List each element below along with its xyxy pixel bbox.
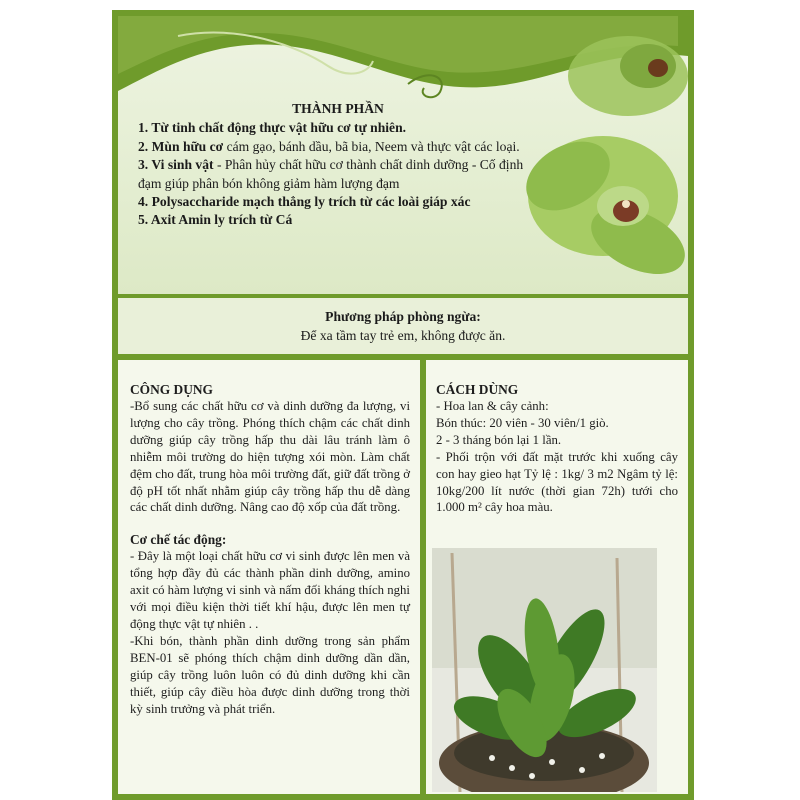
ingredients-panel [118,16,688,294]
prevention-title: Phương pháp phòng ngừa: [325,309,481,324]
orchid-plant-photo [432,548,657,792]
prevention-box [118,298,688,354]
usage-line: - Hoa lan & cây cảnh: [436,399,549,413]
uses-text: -Bổ sung các chất hữu cơ và dinh dưỡng đa lượng, vi lượng cho cây trồng. Phóng thích chậm các chất dinh dưỡng giúp cây trồng hấp thu dài lâu tránh làm ô nhiễm môi trường do hiện tượng xói mòn. Làm chất đệm cho đất, trung hòa môi trường đất, giữ đất trồng ở độ pH tốt nhất nhằm giúp cây trồng hấp thu dễ dàng các chất dinh dưỡng. Nâng cao độ xốp của đất trồng. [130,399,410,515]
ingredient-item: 3. Vi sinh vật - Phân hủy chất hữu cơ thành chất dinh dưỡng - Cố định đạm giúp phân bón không giảm hàm lượng đạm [138,157,524,191]
mechanism-paragraph: -Khi bón, thành phần dinh dưỡng trong sản phẩm BEN-01 sẽ phóng thích chậm dinh dưỡng dần dần, giúp cây trồng luôn luôn có đủ dinh dưỡng khi cần thiết, giúp cây điều hòa được dinh dưỡng trong thời kỳ sinh trưởng và phát triển. [130,633,410,716]
prevention-text: Để xa tầm tay trẻ em, không được ăn. [300,328,506,343]
usage-line: Bón thúc: 20 viên - 30 viên/1 giò. [436,415,609,430]
ingredient-item: 4. Polysaccharide mạch thẳng ly trích từ các loài giáp xác [138,194,471,210]
usage-title: CÁCH DÙNG [436,382,519,397]
uses-column [118,360,420,794]
ingredients-title: THÀNH PHẦN [292,101,384,116]
mechanism-section [130,532,410,717]
ingredient-item: 1. Từ tinh chất động thực vật hữu cơ tự nhiên. [138,120,407,136]
usage-line: - Phối trộn với đất mặt trước khi xuống cây con hay gieo hạt Tỷ lệ : 1kg/ 3 m2 Ngâm tỷ lệ: 10kg/200 lít nước (thời gian 72h) tưới cho 1.000 m² cây hoa màu. [436,449,678,515]
ingredient-item: 2. Mùn hữu cơ cám gạo, bánh dầu, bã bia, Neem và thực vật các loại. [138,138,520,154]
product-leaflet [112,10,694,800]
uses-title: CÔNG DỤNG [130,382,213,397]
usage-line: 2 - 3 tháng bón lại 1 lần. [436,432,562,447]
ingredients-section [138,100,538,230]
mechanism-title: Cơ chế tác động: [130,532,227,548]
mechanism-paragraph: - Đây là một loại chất hữu cơ vi sinh được lên men và tổng hợp đầy đủ các thành phần dinh dưỡng, amino axit có hàm lượng vi sinh và nấm đối kháng thích nghi với mọi điều kiện thời tiết khí hậu, được lên men tự động thực vật tự nhiên . . [130,549,410,631]
ingredient-item: 5. Axit Amin ly trích từ Cá [138,212,293,228]
